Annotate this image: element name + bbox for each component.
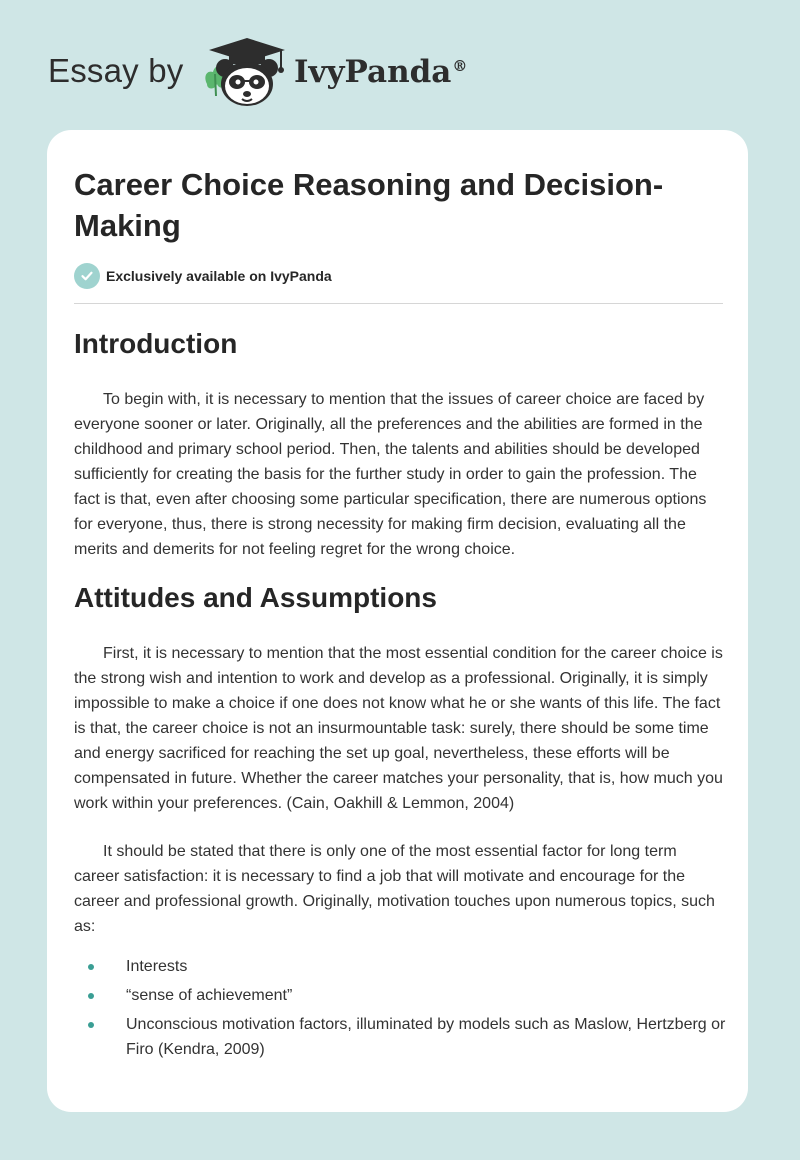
panda-graduate-icon [201,34,293,110]
badge-text: Exclusively available on IvyPanda [106,268,332,284]
paragraph-introduction: To begin with, it is necessary to mention that the issues of career choice are faced by everyone sooner or later. Originally, all the preferences and the abilities are formed in the childhood and primary school period. Then, the talents and abilities should be developed sufficiently for creating the basis for the further study in order to gain the profession. The fact is that, even after choosing some particular specification, there are numerous options for everyone, thus, there is strong necessity for making firm decision, evaluating all the merits and demerits for not feeling regret for the wrong choice. [74,391,707,558]
bullet-icon [88,1022,94,1028]
paragraph-attitudes-2: It should be stated that there is only one of the most essential factor for long term career satisfaction: it is necessary to find a job that will motivate and encourage for the career and professional growth. Originally, motivation touches upon numerous topics, such as: [74,843,715,935]
article-card [47,130,748,1112]
section-heading-introduction: Introduction [74,328,238,359]
motivation-list [74,954,726,1062]
list-item: Unconscious motivation factors, illuminated by models such as Maslow, Hertzberg or Firo (Kendra, 2009) [74,1012,726,1062]
check-circle-icon [74,263,100,289]
divider [74,303,723,304]
paragraph-attitudes-1: First, it is necessary to mention that the most essential condition for the career choice is the strong wish and intention to work and develop as a professional. Originally, it is simply impossible to make a choice if one does not know what he or she wants of this life. The fact is that, the career choice is not an insurmountable task: surely, there should be some time and energy sacrificed for reaching the set up goal, nevertheless, these efforts will be compensated in future. Whether the career matches your personality, that is, how much you work within your preferences. (Cain, Oakhill & Lemmon, 2004) [74,645,723,812]
list-item: Interests [74,954,726,979]
brand-header[interactable] [48,34,488,114]
bullet-icon [88,964,94,970]
article-title: Career Choice Reasoning and Decision-Making [74,167,664,243]
article-body [74,324,726,1066]
brand-prefix: Essay by [48,52,184,89]
brand-name: IvyPanda® [294,54,468,90]
section-heading-attitudes: Attitudes and Assumptions [74,582,437,613]
bullet-icon [88,993,94,999]
registered-mark: ® [452,56,468,75]
exclusive-badge [74,263,332,289]
list-item: “sense of achievement” [74,983,726,1008]
